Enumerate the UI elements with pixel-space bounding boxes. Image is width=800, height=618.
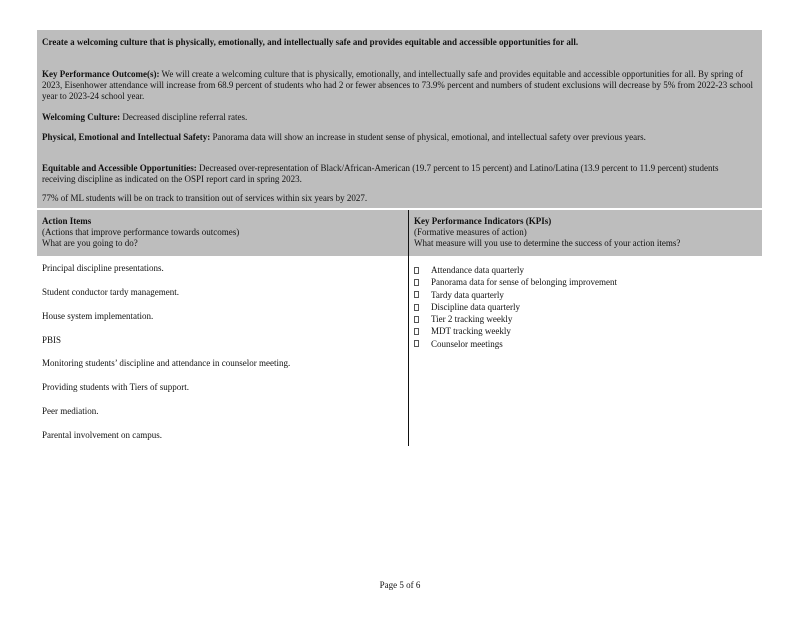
kpi-text: Panorama data for sense of belonging improvement: [431, 277, 617, 288]
kpi-header: [414, 216, 759, 249]
equity-text: Decreased over-representation of Black/African-American (19.7 percent to 15 percent) and Latino/Latina (13.9 percent to 11.9 percent) students receiving discipline as indicated on the OSPI report card in spring 2023.: [42, 163, 719, 184]
kpi-header-subtitle: (Formative measures of action): [414, 227, 527, 237]
kpi-list: [414, 264, 617, 350]
safety-text: Panorama data will show an increase in student sense of physical, emotional, and intellectual safety over previous years.: [212, 132, 646, 142]
kpi-item: [414, 313, 617, 325]
safety-outcome: [42, 132, 754, 143]
kpi-text: Attendance data quarterly: [431, 265, 524, 275]
action-item: Parental involvement on campus.: [42, 430, 162, 440]
column-divider: [408, 210, 409, 446]
bullet-icon: [414, 316, 419, 323]
action-items-header: [42, 216, 402, 249]
kpi-text: Counselor meetings: [431, 338, 503, 349]
ml-outcome: 77% of ML students will be on track to transition out of services within six years by 2027.: [42, 193, 368, 203]
action-item: House system implementation.: [42, 311, 154, 321]
bullet-icon: [414, 340, 419, 347]
safety-label: Physical, Emotional and Intellectual Safety:: [42, 132, 211, 142]
page-number: Page 5 of 6: [379, 580, 421, 590]
kpi-item: [414, 276, 617, 288]
bullet-icon: [414, 267, 419, 274]
action-header-subtitle: (Actions that improve performance towards outcomes): [42, 227, 240, 237]
kpi-item: [414, 289, 617, 301]
kpo-label: Key Performance Outcome(s):: [42, 69, 160, 79]
action-header-question: What are you going to do?: [42, 238, 138, 248]
goal-statement: Create a welcoming culture that is physically, emotionally, and intellectually safe and provides equitable and accessible opportunities for all.: [42, 37, 579, 47]
kpi-item: [414, 264, 617, 276]
welcoming-label: Welcoming Culture:: [42, 112, 121, 122]
action-item: Providing students with Tiers of support.: [42, 382, 190, 392]
kpi-header-title: Key Performance Indicators (KPIs): [414, 216, 552, 226]
action-item: Peer mediation.: [42, 406, 99, 416]
kpi-header-question: What measure will you use to determine the success of your action items?: [414, 238, 681, 248]
kpi-item: [414, 325, 617, 337]
action-item: Principal discipline presentations.: [42, 263, 164, 273]
welcoming-culture: [42, 112, 754, 123]
bullet-icon: [414, 291, 419, 298]
action-item: Student conductor tardy management.: [42, 287, 179, 297]
action-item: PBIS: [42, 335, 62, 345]
key-performance-outcome: [42, 69, 754, 102]
kpo-text: We will create a welcoming culture that is physically, emotionally, and intellectually safe and provides equitable and accessible opportunities for all. By spring of 2023, Eisenhower attendance will increase from 68.9 percent of students who had 2 or fewer absences to 73.9% percent and numbers of student exclusions will decrease by 5% from 2022-23 school year to 2023-24 school year.: [42, 69, 754, 101]
kpi-text: MDT tracking weekly: [431, 326, 511, 337]
welcoming-text: Decreased discipline referral rates.: [122, 112, 248, 122]
bullet-icon: [414, 328, 419, 335]
action-item: Monitoring students’ discipline and attendance in counselor meeting.: [42, 358, 291, 368]
bullet-icon: [414, 304, 419, 311]
kpi-item: [414, 338, 617, 350]
bullet-icon: [414, 279, 419, 286]
kpi-text: Discipline data quarterly: [431, 301, 520, 312]
equity-label: Equitable and Accessible Opportunities:: [42, 163, 197, 173]
kpi-item: [414, 301, 617, 313]
kpi-text: Tardy data quarterly: [431, 289, 504, 300]
kpi-text: Tier 2 tracking weekly: [431, 314, 513, 325]
action-header-title: Action Items: [42, 216, 92, 226]
equity-outcome: [42, 163, 754, 185]
